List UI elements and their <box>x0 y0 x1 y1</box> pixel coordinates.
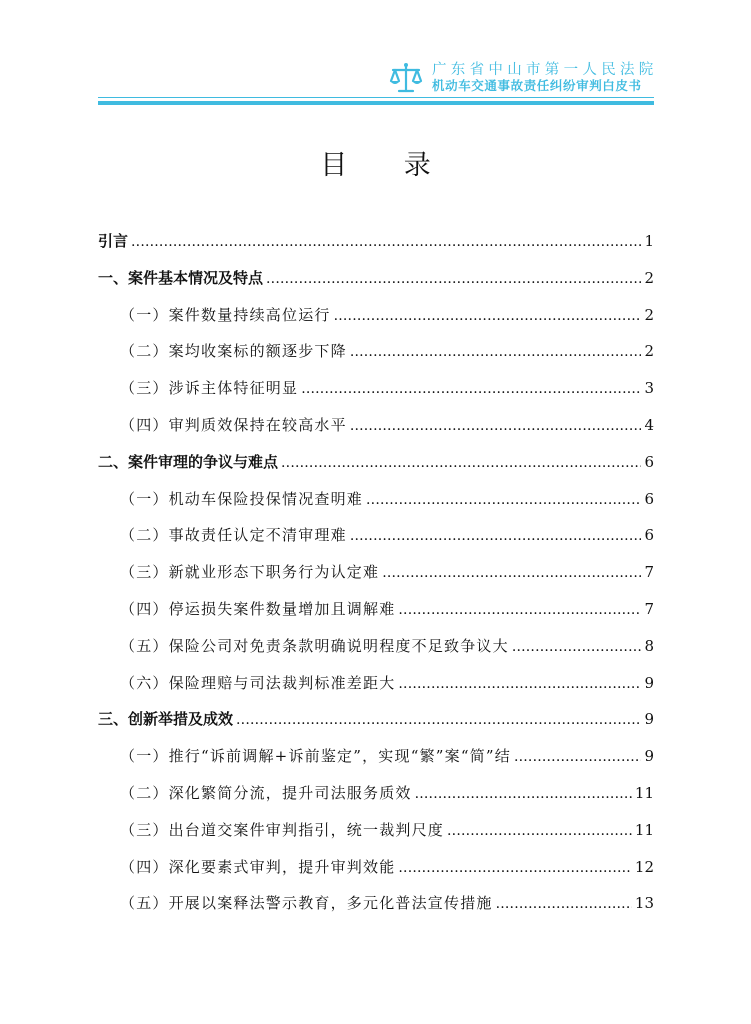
toc-dot-leader <box>301 373 641 404</box>
toc-page-number: 9 <box>644 673 654 692</box>
toc-page-number: 8 <box>644 636 654 655</box>
toc-entry-text: （五）保险公司对免责条款明确说明程度不足致争议大 <box>120 636 509 655</box>
toc-subsection-entry[interactable] <box>98 852 654 889</box>
toc-entry-text: （一）机动车保险投保情况查明难 <box>120 489 364 508</box>
toc-page-number: 2 <box>644 305 654 324</box>
toc-entry-text: （四）停运损失案件数量增加且调解难 <box>120 599 396 618</box>
toc-dot-leader <box>514 741 641 772</box>
toc-subsection-entry[interactable] <box>98 336 654 373</box>
toc-subsection-entry[interactable] <box>98 668 654 705</box>
toc-dot-leader <box>512 631 642 662</box>
toc-entry-text: 二、案件审理的争议与难点 <box>98 452 279 471</box>
toc-subsection-entry[interactable] <box>98 741 654 778</box>
toc-subsection-entry[interactable] <box>98 815 654 852</box>
toc-entry-text: （三）涉诉主体特征明显 <box>120 379 299 398</box>
page-title: 目 录 <box>320 150 455 181</box>
toc-page-number: 9 <box>644 710 654 729</box>
toc-subsection-entry[interactable] <box>98 557 654 594</box>
toc-section-entry[interactable] <box>98 263 654 300</box>
toc-dot-leader <box>334 300 642 331</box>
page-header <box>0 0 751 110</box>
toc-section-entry[interactable] <box>98 447 654 484</box>
toc-dot-leader <box>398 594 641 625</box>
toc-page-number: 13 <box>634 894 654 913</box>
toc-entry-text: （三）新就业形态下职务行为认定难 <box>120 563 380 582</box>
toc-page-number: 9 <box>644 747 654 766</box>
toc-entry-text: 引言 <box>98 232 129 250</box>
toc-entry-text: （一）推行“诉前调解+诉前鉴定”，实现“繁”案“简”结 <box>120 747 511 766</box>
toc-entry-text: （一）案件数量持续高位运行 <box>120 305 331 324</box>
toc-page-number: 12 <box>634 857 654 876</box>
toc-entry-text: （二）事故责任认定不清审理难 <box>120 526 347 545</box>
toc-page-number: 6 <box>644 526 654 545</box>
toc-dot-leader <box>350 336 642 367</box>
header-rule-thin <box>98 97 654 98</box>
toc-page-number: 1 <box>644 232 654 250</box>
court-name: 广东省中山市第一人民法院 <box>432 62 658 78</box>
toc-dot-leader <box>366 484 641 515</box>
toc-page-number: 7 <box>644 599 654 618</box>
toc-page-number: 2 <box>644 342 654 361</box>
toc-entry-text: （四）审判质效保持在较高水平 <box>120 415 347 434</box>
toc-page-number: 2 <box>644 268 654 287</box>
toc-dot-leader <box>281 447 641 478</box>
toc-entry-text: （二）深化繁简分流，提升司法服务质效 <box>120 783 412 802</box>
toc-dot-leader <box>447 815 632 846</box>
toc-dot-leader <box>398 668 641 699</box>
toc-dot-leader <box>236 704 641 735</box>
header-rule-thick <box>98 101 654 105</box>
table-of-contents <box>98 226 654 925</box>
toc-subsection-entry[interactable] <box>98 410 654 447</box>
toc-subsection-entry[interactable] <box>98 778 654 815</box>
toc-subsection-entry[interactable] <box>98 594 654 631</box>
toc-page-number: 7 <box>644 563 654 582</box>
toc-entry-text: （五）开展以案释法警示教育，多元化普法宣传措施 <box>120 894 493 913</box>
scales-of-justice-icon <box>388 60 424 96</box>
toc-entry-text: （三）出台道交案件审判指引，统一裁判尺度 <box>120 820 445 839</box>
book-title: 机动车交通事故责任纠纷审判白皮书 <box>432 78 642 93</box>
toc-dot-leader <box>266 263 641 294</box>
toc-section-entry[interactable] <box>98 226 654 263</box>
toc-entry-text: 一、案件基本情况及特点 <box>98 268 264 287</box>
toc-page-number: 3 <box>644 379 654 398</box>
toc-dot-leader <box>131 226 641 257</box>
toc-subsection-entry[interactable] <box>98 520 654 557</box>
toc-entry-text: 三、创新举措及成效 <box>98 710 234 729</box>
toc-page-number: 6 <box>644 452 654 471</box>
toc-page-number: 6 <box>644 489 654 508</box>
toc-page-number: 11 <box>634 783 654 802</box>
toc-dot-leader <box>398 852 632 883</box>
toc-subsection-entry[interactable] <box>98 373 654 410</box>
toc-subsection-entry[interactable] <box>98 631 654 668</box>
toc-entry-text: （六）保险理赔与司法裁判标准差距大 <box>120 673 396 692</box>
toc-entry-text: （四）深化要素式审判，提升审判效能 <box>120 857 396 876</box>
toc-dot-leader <box>415 778 632 809</box>
toc-dot-leader <box>496 888 632 919</box>
toc-entry-text: （二）案均收案标的额逐步下降 <box>120 342 347 361</box>
toc-page-number: 4 <box>644 415 654 434</box>
toc-page-number: 11 <box>634 820 654 839</box>
toc-section-entry[interactable] <box>98 704 654 741</box>
toc-dot-leader <box>382 557 641 588</box>
toc-subsection-entry[interactable] <box>98 300 654 337</box>
toc-dot-leader <box>350 520 642 551</box>
toc-dot-leader <box>350 410 642 441</box>
toc-subsection-entry[interactable] <box>98 484 654 521</box>
toc-subsection-entry[interactable] <box>98 888 654 925</box>
